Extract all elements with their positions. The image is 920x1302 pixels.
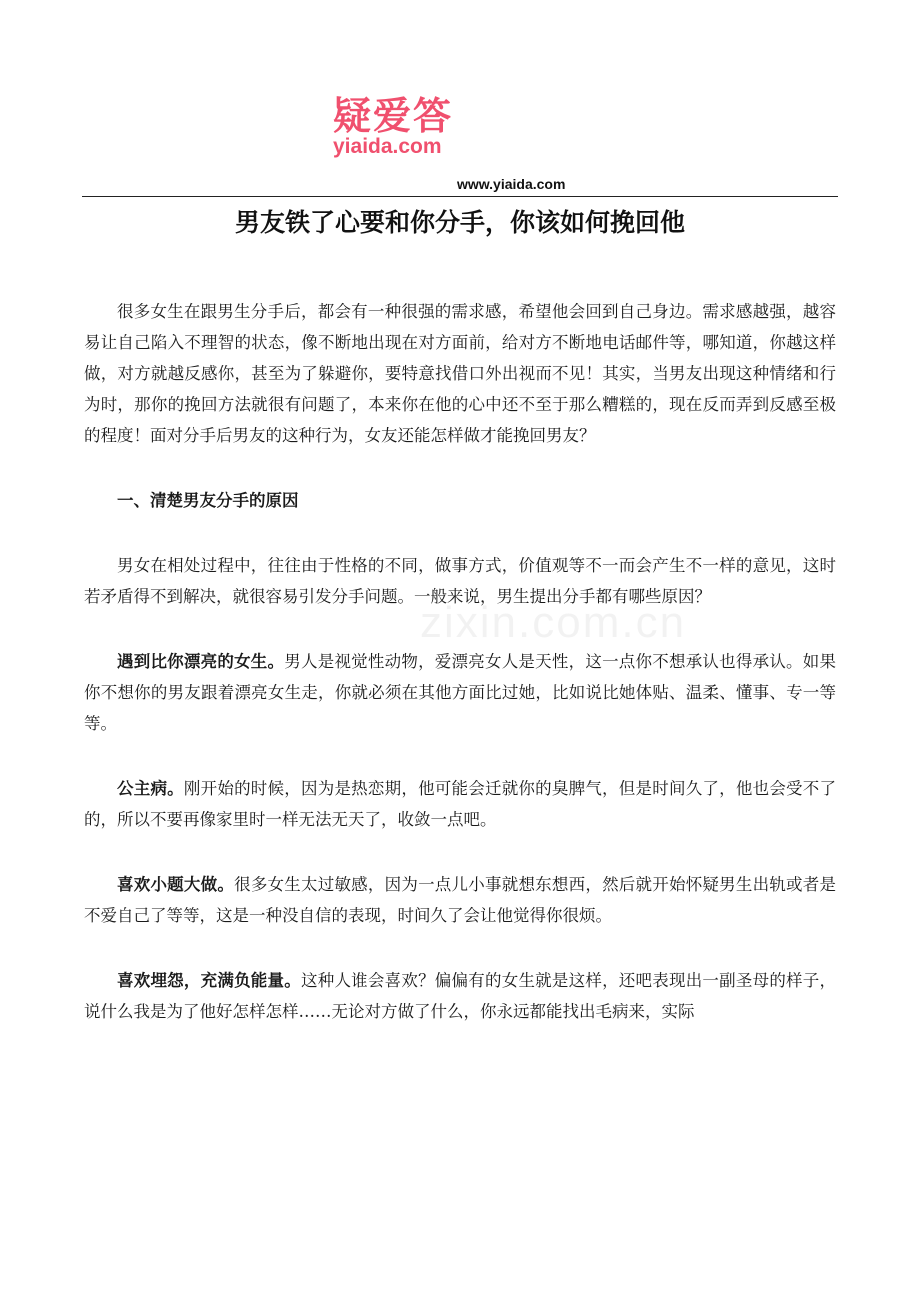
- reason-lead: 喜欢小题大做。: [117, 875, 235, 894]
- section-heading: 一、清楚男友分手的原因: [117, 491, 299, 510]
- reason-text: 这种人谁会喜欢？偏偏有的女生就是这样，还吧表现出一副圣母的样子，说什么我是为了他好怎样怎样……无论对方做了什么，你永远都能找出毛病来，实际: [84, 971, 837, 1021]
- site-url: www.yiaida.com: [457, 176, 566, 192]
- header-divider: [82, 196, 838, 197]
- reason-paragraph: [84, 646, 836, 739]
- reason-paragraph: [84, 965, 836, 1027]
- logo-chinese-text: 疑爱答: [333, 94, 454, 138]
- reason-text: 刚开始的时候，因为是热恋期，他可能会迁就你的臭脾气，但是时间久了，他也会受不了的，所以不要再像家里时一样无法无天了，收敛一点吧。: [84, 779, 837, 829]
- reason-lead: 公主病。: [117, 779, 184, 798]
- reason-lead: 喜欢埋怨，充满负能量。: [117, 971, 301, 990]
- intro-paragraph: 很多女生在跟男生分手后，都会有一种很强的需求感，希望他会回到自己身边。需求感越强，越容易让自己陷入不理智的状态，像不断地出现在对方面前，给对方不断地电话邮件等，哪知道，你越这样做，对方就越反感你，甚至为了躲避你，要特意找借口外出视而不见！其实，当男友出现这种情绪和行为时，那你的挽回方法就很有问题了，本来你在他的心中还不至于那么糟糕的，现在反而弄到反感至极的程度！面对分手后男友的这种行为，女友还能怎样做才能挽回男友？: [84, 302, 836, 445]
- logo-domain-text: yiaida.com: [333, 135, 442, 158]
- reason-text: 男人是视觉性动物，爱漂亮女人是天性，这一点你不想承认也得承认。如果你不想你的男友跟着漂亮女生走，你就必须在其他方面比过她，比如说比她体贴、温柔、懂事、专一等等。: [84, 652, 837, 733]
- reason-paragraph: [84, 773, 836, 835]
- page-title: 男友铁了心要和你分手，你该如何挽回他: [234, 208, 685, 237]
- reason-paragraph: [84, 869, 836, 931]
- reason-text: 很多女生太过敏感，因为一点儿小事就想东想西，然后就开始怀疑男生出轨或者是不爱自己了等等，这是一种没自信的表现，时间久了会让他觉得你很烦。: [84, 875, 837, 925]
- reason-lead: 遇到比你漂亮的女生。: [117, 652, 285, 671]
- section-intro-paragraph: 男女在相处过程中，往往由于性格的不同，做事方式，价值观等不一而会产生不一样的意见，这时若矛盾得不到解决，就很容易引发分手问题。一般来说，男生提出分手都有哪些原因？: [84, 556, 836, 606]
- watermark: zixin.com.cn: [420, 598, 687, 647]
- site-logo: [333, 94, 463, 158]
- article-body: [84, 296, 836, 1061]
